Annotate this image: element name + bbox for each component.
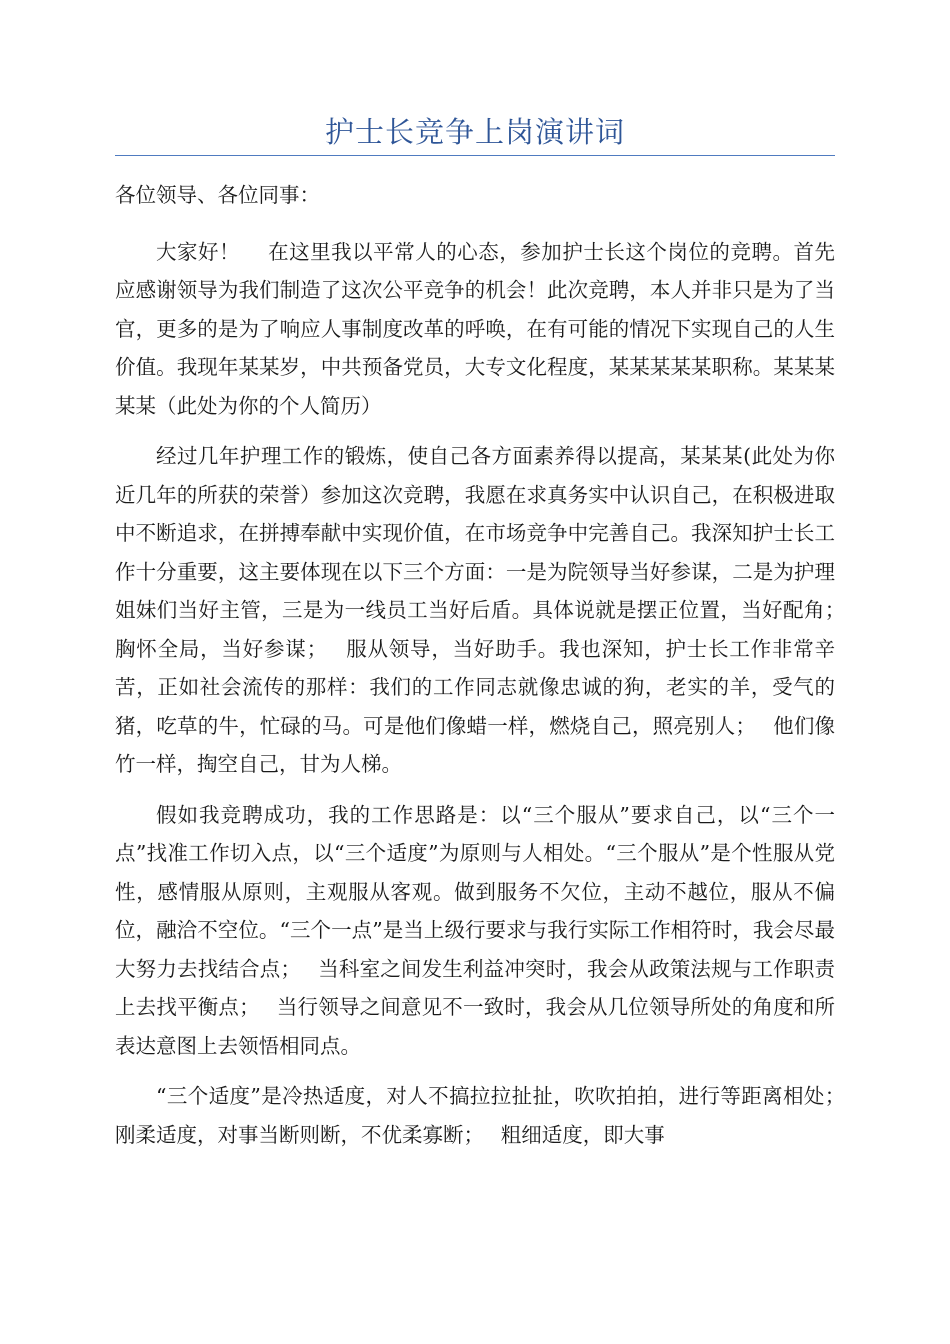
paragraph-experience: 经过几年护理工作的锻炼，使自己各方面素养得以提高，某某某(此处为你近几年的所获的荣誉）参加这次竞聘，我愿在求真务实中认识自己，在积极进取中不断追求，在拼搏奉献中实现价值，在市场竞争中完善自己。我深知护士长工作十分重要，这主要体现在以下三个方面：一是为院领导当好参谋，二是为护理姐妹们当好主管，三是为一线员工当好后盾。具体说就是摆正位置，当好配角； 胸怀全局，当好参谋； 服从领导，当好助手。我也深知，护士长工作非常辛苦，正如社会流传的那样：我们的工作同志就像忠诚的狗，老实的羊，受气的猪，吃草的牛，忙碌的马。可是他们像蜡一样，燃烧自己，照亮别人； 他们像竹一样，掏空自己，甘为人梯。 [115, 444, 863, 776]
document-body [115, 176, 863, 1166]
document-title: 护士长竞争上岗演讲词 [324, 115, 625, 149]
paragraph-work-plan: 假如我竞聘成功，我的工作思路是：以“三个服从”要求自己，以“三个一点”找准工作切入点，以“三个适度”为原则与人相处。“三个服从”是个性服从党性，感情服从原则，主观服从客观。做到服务不欠位，主动不越位，服从不偏位，融洽不空位。“三个一点”是当上级行要求与我行实际工作相符时，我会尽最大努力去找结合点； 当科室之间发生利益冲突时，我会从政策法规与工作职责上去找平衡点； 当行领导之间意见不一致时，我会从几位领导所处的角度和所表达意图上去领悟相同点。 [115, 802, 835, 1058]
paragraph-three-moderations: “三个适度”是冷热适度，对人不搞拉拉扯扯，吹吹拍拍，进行等距离相处； 刚柔适度，对事当断则断，不优柔寡断； 粗细适度，即大事 [115, 1084, 863, 1147]
title-underline [115, 155, 835, 156]
salutation: 各位领导、各位同事： [115, 183, 320, 207]
paragraph-greeting: 大家好！ 在这里我以平常人的心态，参加护士长这个岗位的竞聘。首先应感谢领导为我们制造了这次公平竞争的机会！此次竞聘，本人并非只是为了当官，更多的是为了响应人事制度改革的呼唤，在有可能的情况下实现自己的人生价值。我现年某某岁，中共预备党员，大专文化程度，某某某某某职称。某某某某某（此处为你的个人简历） [115, 239, 835, 418]
